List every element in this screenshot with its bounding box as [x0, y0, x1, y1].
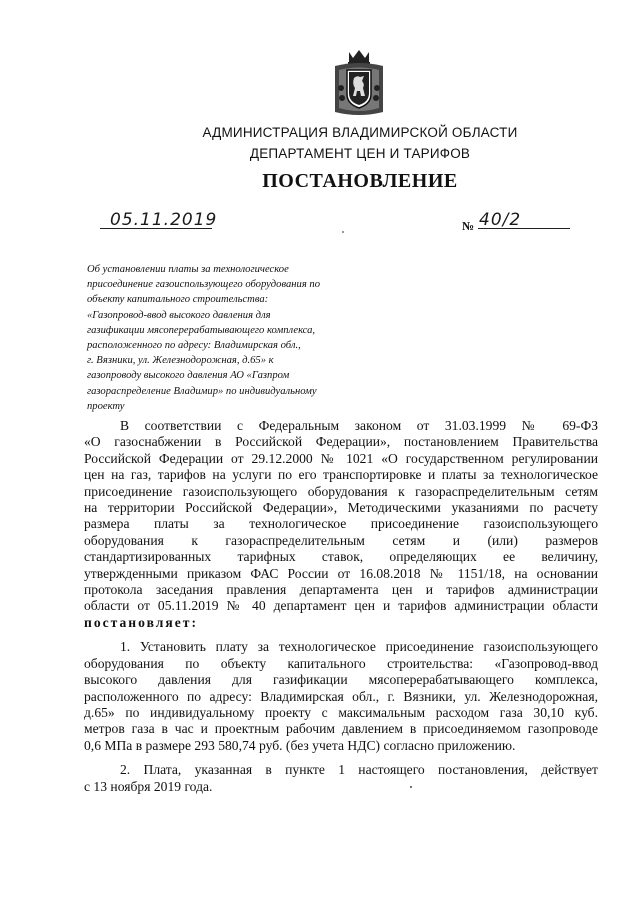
body-line: Российской Федерации от 29.12.2000 № 1021 «О государственном регулировании [84, 450, 598, 466]
subject-line: Об установлении платы за технологическое [87, 264, 289, 275]
body-line: высокого давления для газификации мясоперерабатывающего комплекса, [84, 672, 598, 688]
document-subject [87, 262, 372, 414]
speck [342, 231, 344, 233]
body-line: «О газоснабжении в Российской Федерации», постановлением Правительства [84, 434, 598, 450]
body-line: оборудования по объекту капитального строительства: «Газопровод-ввод [84, 655, 598, 671]
subject-line: объекту капитального строительства: [87, 294, 269, 306]
subject-line: присоединение газоиспользующего оборудования по [87, 279, 321, 291]
body-line: оборудования к газораспределительным сетям и (или) размеров [84, 532, 598, 548]
body-line: с 13 ноября 2019 года. [84, 778, 213, 794]
body-line: протокола заседания правления департамента цен и тарифов администрации [84, 582, 598, 598]
department-name: ДЕПАРТАМЕНТ ЦЕН И ТАРИФОВ [249, 146, 471, 161]
body-line: расположенного по адресу: Владимирская обл., г. Вязники, ул. Железнодорожная, [84, 688, 598, 704]
date-underline [100, 228, 212, 229]
speck [410, 786, 412, 788]
document-date: 05.11.2019 [110, 210, 218, 230]
body-line: В соответствии с Федеральным законом от 31.03.1999 № 69-ФЗ [120, 418, 598, 433]
body-line: д.65» по индивидуальному проекту с максимальным расходом газа 30,10 куб. [84, 704, 598, 720]
number-label: № [462, 219, 475, 233]
document-type-title: ПОСТАНОВЛЕНИЕ [262, 170, 458, 192]
body-line: стандартизированных тарифных ставок, определяющих ее величину, [84, 549, 598, 565]
organization-name: АДМИНИСТРАЦИЯ ВЛАДИМИРСКОЙ ОБЛАСТИ [202, 125, 518, 140]
body-line: 1. Установить плату за технологическое присоединение газоиспользующего [120, 639, 598, 655]
document-body [84, 418, 598, 795]
subject-line: «Газопровод-ввод высокого давления для [87, 309, 271, 321]
subject-line: газопроводу высокого давления АО «Газпром [87, 370, 290, 382]
body-line: области от 05.11.2019 № 40 департамент цен и тарифов администрации области [84, 598, 598, 614]
body-line: на территории Российской Федерации», Методическими указаниями по расчету [84, 500, 598, 516]
subject-line: г. Вязники, ул. Железнодорожная, д.65» к [87, 355, 274, 367]
subject-line: расположенного по адресу: Владимирская обл., [87, 340, 301, 352]
body-line: 2. Плата, указанная в пункте 1 настоящего постановления, действует [120, 762, 598, 778]
body-line: цен на газ, тарифов на услуги по его транспортировке и платы за технологическое [84, 467, 598, 483]
coat-of-arms-icon [331, 48, 387, 118]
body-line: метров газа в час и проектным рабочим давлением в присоединяемом газопроводе [84, 721, 598, 737]
subject-line: проекту [87, 400, 125, 412]
body-line: 0,6 МПа в размере 293 580,74 руб. (без учета НДС) согласно приложению. [84, 737, 516, 753]
body-line: утвержденными приказом ФАС России от 16.08.2018 № 1151/18, на основании [84, 565, 598, 581]
body-line: размера платы за технологическое присоединение газоиспользующего [84, 516, 598, 532]
subject-line: газификации мясоперерабатывающего комплекса, [87, 324, 316, 336]
number-underline [478, 228, 570, 229]
body-line: присоединение газоиспользующего оборудования к газораспределительным сетям [84, 483, 598, 499]
document-number: 40/2 [479, 210, 522, 230]
decree-word: постановляет: [84, 614, 198, 630]
subject-line: газораспределение Владимир» по индивидуальному [87, 385, 317, 397]
